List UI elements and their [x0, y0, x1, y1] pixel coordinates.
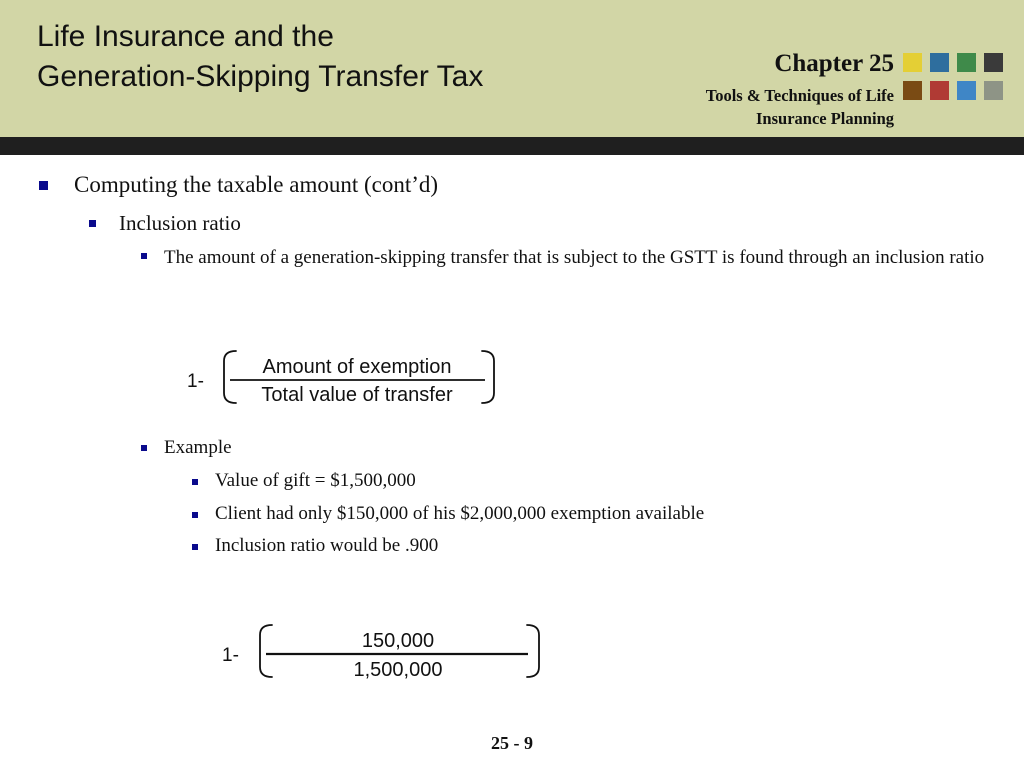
formula2-denominator: 1,500,000 — [353, 659, 443, 681]
slide-title-line-1: Life Insurance and the — [37, 20, 334, 53]
bullet-client-exemption: Client had only $150,000 of his $2,000,000 exemption available — [215, 503, 705, 524]
formula1-numerator: Amount of exemption — [262, 356, 452, 378]
formula1-right-bracket — [482, 351, 494, 403]
bullet-inclusion-ratio-description: The amount of a generation-skipping transfer that is subject to the GSTT is found through an inclusion ratio — [164, 247, 985, 268]
bullet-computing-taxable-amount: Computing the taxable amount (cont’d) — [74, 172, 439, 197]
formula2-numerator: 150,000 — [361, 630, 435, 652]
formula2-left-bracket — [260, 625, 272, 677]
formula1-prefix: 1- — [187, 371, 204, 392]
chapter-label: Chapter 25 — [774, 50, 894, 77]
formula2-right-bracket — [527, 625, 539, 677]
bullet-inclusion-ratio: Inclusion ratio — [119, 211, 241, 235]
formula2-prefix: 1- — [222, 645, 239, 666]
formula1-left-bracket — [224, 351, 236, 403]
book-subtitle: Tools & Techniques of Life Insurance Planning — [705, 86, 894, 128]
bullet-value-of-gift: Value of gift = $1,500,000 — [215, 470, 416, 491]
bullet-inclusion-ratio-result: Inclusion ratio would be .900 — [215, 535, 439, 556]
slide-title-line-2: Generation-Skipping Transfer Tax — [37, 60, 484, 93]
page-number: 25 - 9 — [491, 733, 533, 753]
formula1-denominator: Total value of transfer — [261, 384, 453, 406]
bullet-example: Example — [164, 437, 232, 458]
